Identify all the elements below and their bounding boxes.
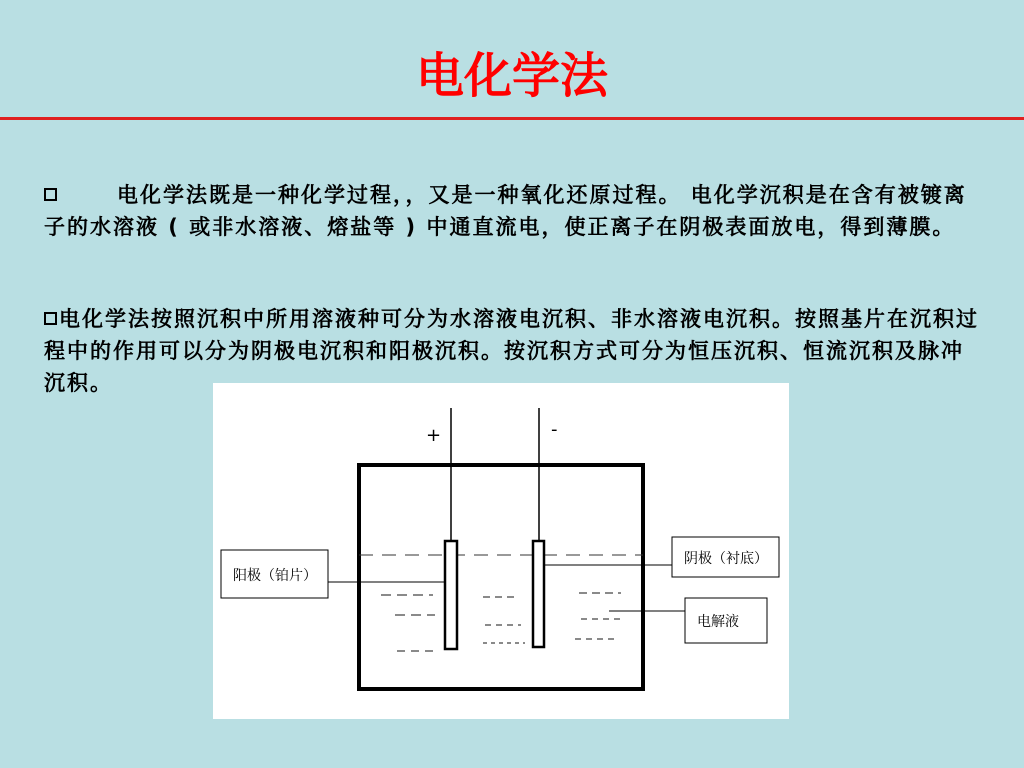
electrolyte-dashes [381,593,623,651]
plus-sign: + [426,425,442,446]
anode-label: 阳极（铂片） [233,568,317,584]
paragraph-2-text: 电化学法按照沉积中所用溶液种可分为水溶液电沉积、非水溶液电沉积。按照基片在沉积过程中的作用可以分为阴极电沉积和阳极沉积。按沉积方式可分为恒压沉积、恒流沉积及脉冲沉积。 [44,307,979,395]
anode-plate [445,541,457,649]
paragraph-1 [44,179,984,243]
square-bullet-icon [44,312,57,325]
electrolytic-tank [359,465,643,689]
cathode-plate [533,541,544,647]
slide-title: 电化学法 [415,48,608,104]
paragraph-1-rest: 电化学沉积是在含有被镀离子的水溶液 ( 或非水溶液、熔盐等 ) 中通直流电，使正离子在阴极表面放电，得到薄膜。 [44,183,967,239]
cathode-label: 阴极（衬底） [684,551,768,567]
electrolyte-label: 电解液 [697,614,739,630]
electrolytic-cell-diagram [213,383,789,719]
square-bullet-icon [44,188,57,201]
cell-diagram-svg [213,383,789,719]
minus-sign: - [551,419,558,440]
paragraph-1-lead: 电化学法既是一种化学过程，，又是一种氧化还原过程。 [117,183,682,207]
title-divider [0,117,1024,120]
